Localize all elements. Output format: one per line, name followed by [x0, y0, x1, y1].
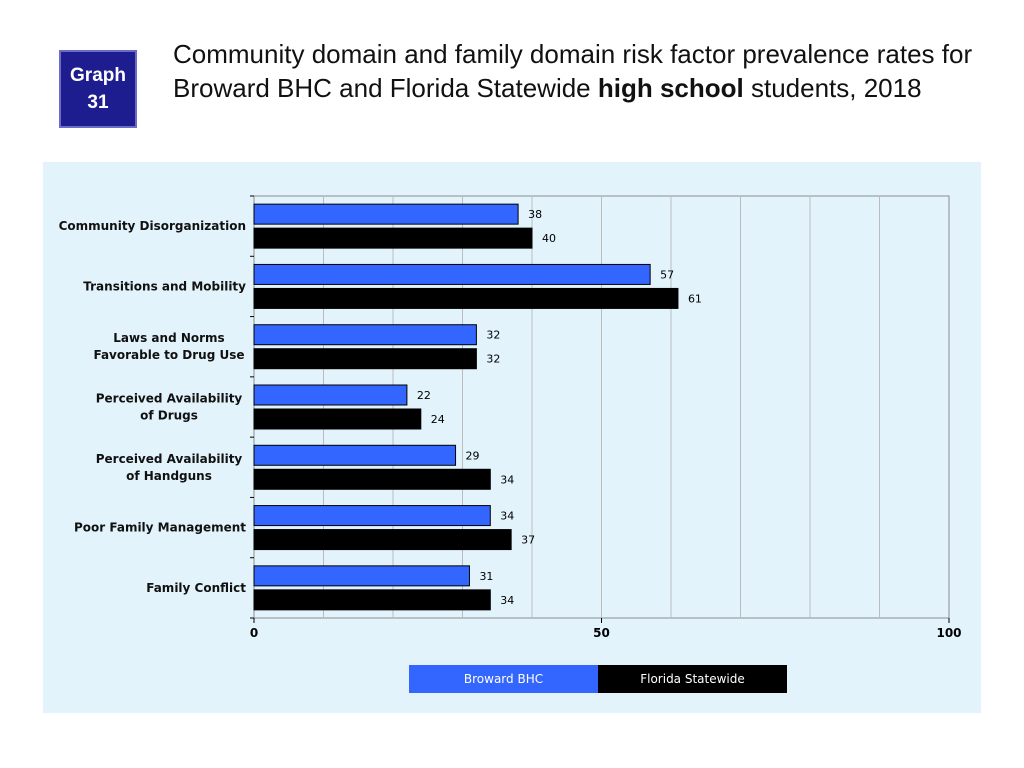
x-tick-label: 50 [593, 626, 610, 640]
data-label: 24 [430, 413, 445, 426]
bar-florida [254, 288, 678, 308]
bar-florida [254, 469, 490, 489]
bar-florida [254, 349, 476, 369]
data-label: 34 [500, 593, 515, 607]
category-label: of Drugs [140, 408, 198, 423]
bar-broward [254, 506, 490, 526]
bar-broward [254, 264, 650, 284]
category-label: Perceived Availability [95, 391, 243, 406]
bar-broward [254, 325, 476, 345]
data-label: 34 [500, 509, 515, 523]
data-label: 29 [465, 449, 480, 463]
page-title [173, 37, 973, 105]
data-label: 61 [687, 292, 702, 306]
bar-florida [254, 530, 511, 550]
title-text-1: Community domain and family domain risk factor prevalence rates for Broward BHC and Florida Statewide [173, 39, 973, 103]
chart-legend [409, 665, 787, 693]
data-label: 32 [486, 352, 501, 366]
data-label: 32 [486, 328, 501, 342]
graph-number-badge [59, 50, 137, 128]
legend-broward-bhc: Broward BHC [409, 665, 598, 693]
badge-label: Graph [70, 65, 126, 86]
category-label: Laws and Norms [113, 331, 225, 346]
data-label: 31 [479, 569, 494, 583]
category-label: Community Disorganization [58, 219, 246, 234]
chart-panel [43, 162, 981, 713]
bar-florida [254, 409, 421, 429]
bar-broward [254, 385, 407, 405]
title-text-2: students, 2018 [743, 73, 922, 103]
bar-chart [43, 162, 981, 713]
bar-broward [254, 204, 518, 224]
badge-number: 31 [87, 92, 109, 113]
category-label: Family Conflict [146, 580, 246, 595]
bar-florida [254, 228, 532, 248]
x-tick-label: 100 [936, 626, 962, 640]
category-label: Perceived Availability [95, 451, 243, 466]
legend-florida-statewide: Florida Statewide [598, 665, 787, 693]
data-label: 38 [528, 208, 543, 222]
data-label: 40 [542, 232, 556, 246]
data-label: 37 [521, 533, 536, 547]
category-label: of Handguns [126, 468, 212, 483]
category-label: Poor Family Management [73, 520, 246, 535]
bar-broward [254, 566, 469, 586]
title-text-bold: high school [597, 73, 744, 103]
data-label: 34 [500, 473, 515, 487]
data-label: 57 [660, 268, 675, 282]
bar-florida [254, 590, 490, 610]
category-label: Favorable to Drug Use [93, 348, 245, 363]
x-tick-label: 0 [249, 626, 259, 640]
category-label: Transitions and Mobility [83, 279, 246, 294]
bar-broward [254, 445, 456, 465]
data-label: 22 [416, 389, 431, 402]
